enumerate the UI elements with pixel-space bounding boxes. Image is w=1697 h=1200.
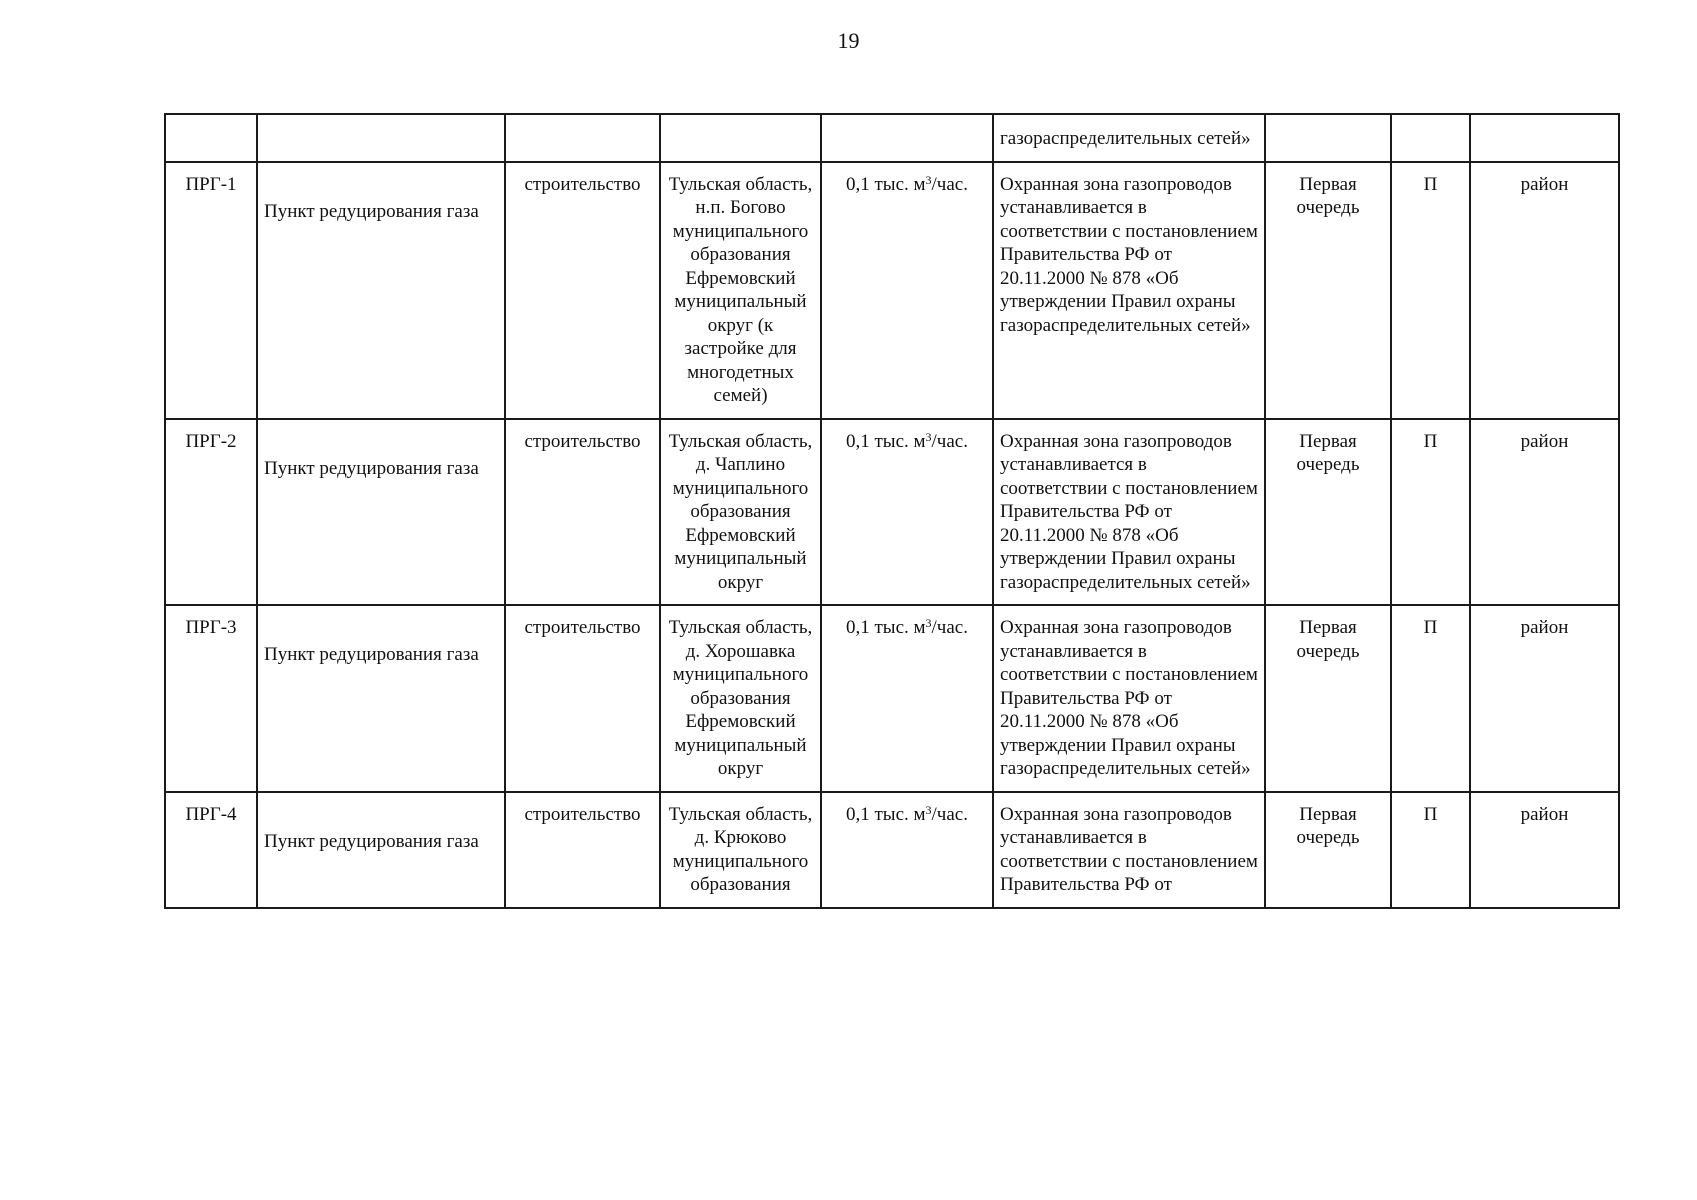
type-cell: П — [1391, 792, 1470, 908]
object-code-cell: ПРГ-3 — [165, 605, 257, 792]
object-name-cell: Пункт редуцирования газа — [257, 792, 505, 908]
stage-cell: Первая очередь — [1265, 605, 1391, 792]
protection-zone-cell: Охранная зона газопроводов устанавливается в соответствии с постановлением Правительства РФ от — [993, 792, 1265, 908]
capacity-cell — [821, 792, 993, 908]
objects-table — [164, 113, 1620, 909]
table-row — [165, 162, 1619, 419]
stage-cell: Первая очередь — [1265, 792, 1391, 908]
work-type-cell: строительство — [505, 162, 660, 419]
capacity-exponent: 3 — [925, 616, 932, 630]
protection-zone-cell: Охранная зона газопроводов устанавливается в соответствии с постановлением Правительства РФ от 20.11.2000 № 878 «Об утверждении Правил охраны газораспределительных сетей» — [993, 419, 1265, 606]
object-code-cell: ПРГ-1 — [165, 162, 257, 419]
table-row — [165, 419, 1619, 606]
type-cell: П — [1391, 162, 1470, 419]
capacity-unit: /час. — [931, 617, 968, 638]
capacity-cell — [821, 419, 993, 606]
stage-cell: Первая очередь — [1265, 162, 1391, 419]
capacity-value: 0,1 тыс. м — [846, 803, 926, 825]
table-cell — [257, 114, 505, 162]
table-cell — [1265, 114, 1391, 162]
capacity-exponent: 3 — [925, 429, 932, 444]
capacity-unit: /час. — [931, 803, 968, 825]
location-cell: Тульская область, д. Чаплино муниципального образования Ефремовский муниципальный округ — [660, 419, 821, 606]
capacity-value: 0,1 тыс. м — [846, 430, 926, 452]
object-name-cell: Пункт редуцирования газа — [257, 162, 505, 419]
type-cell: П — [1391, 419, 1470, 606]
table-cell — [165, 114, 257, 162]
location-cell: Тульская область, д. Хорошавка муниципального образования Ефремовский муниципальный округ — [660, 605, 821, 792]
significance-cell: район — [1470, 419, 1619, 606]
capacity-value: 0,1 тыс. м — [846, 617, 926, 638]
protection-zone-cell: Охранная зона газопроводов устанавливается в соответствии с постановлением Правительства РФ от 20.11.2000 № 878 «Об утверждении Правил охраны газораспределительных сетей» — [993, 162, 1265, 419]
significance-cell: район — [1470, 792, 1619, 908]
work-type-cell: строительство — [505, 419, 660, 606]
object-code-cell: ПРГ-2 — [165, 419, 257, 606]
capacity-cell — [821, 162, 993, 419]
work-type-cell: строительство — [505, 792, 660, 908]
capacity-cell — [821, 605, 993, 792]
page-number: 19 — [837, 28, 860, 53]
location-cell: Тульская область, д. Крюково муниципального образования — [660, 792, 821, 908]
capacity-exponent: 3 — [925, 802, 932, 817]
continuation-row — [165, 114, 1619, 162]
significance-cell: район — [1470, 162, 1619, 419]
table-row — [165, 792, 1619, 908]
protection-zone-cell: Охранная зона газопроводов устанавливается в соответствии с постановлением Правительства РФ от 20.11.2000 № 878 «Об утверждении Правил охраны газораспределительных сетей» — [993, 605, 1265, 792]
table-cell — [1470, 114, 1619, 162]
table-row — [165, 605, 1619, 792]
capacity-exponent: 3 — [925, 172, 932, 187]
table-cell — [821, 114, 993, 162]
capacity-value: 0,1 тыс. м — [846, 173, 926, 195]
protection-zone-cell: газораспределительных сетей» — [993, 114, 1265, 162]
stage-cell: Первая очередь — [1265, 419, 1391, 606]
significance-cell: район — [1470, 605, 1619, 792]
object-code-cell: ПРГ-4 — [165, 792, 257, 908]
table-cell — [1391, 114, 1470, 162]
type-cell: П — [1391, 605, 1470, 792]
table-cell — [505, 114, 660, 162]
capacity-unit: /час. — [931, 430, 968, 452]
capacity-unit: /час. — [931, 173, 968, 195]
location-cell: Тульская область, н.п. Богово муниципального образования Ефремовский муниципальный округ (к застройке для многодетных семей) — [660, 162, 821, 419]
table-cell — [660, 114, 821, 162]
object-name-cell: Пункт редуцирования газа — [257, 419, 505, 606]
object-name-cell: Пункт редуцирования газа — [257, 605, 505, 792]
work-type-cell: строительство — [505, 605, 660, 792]
